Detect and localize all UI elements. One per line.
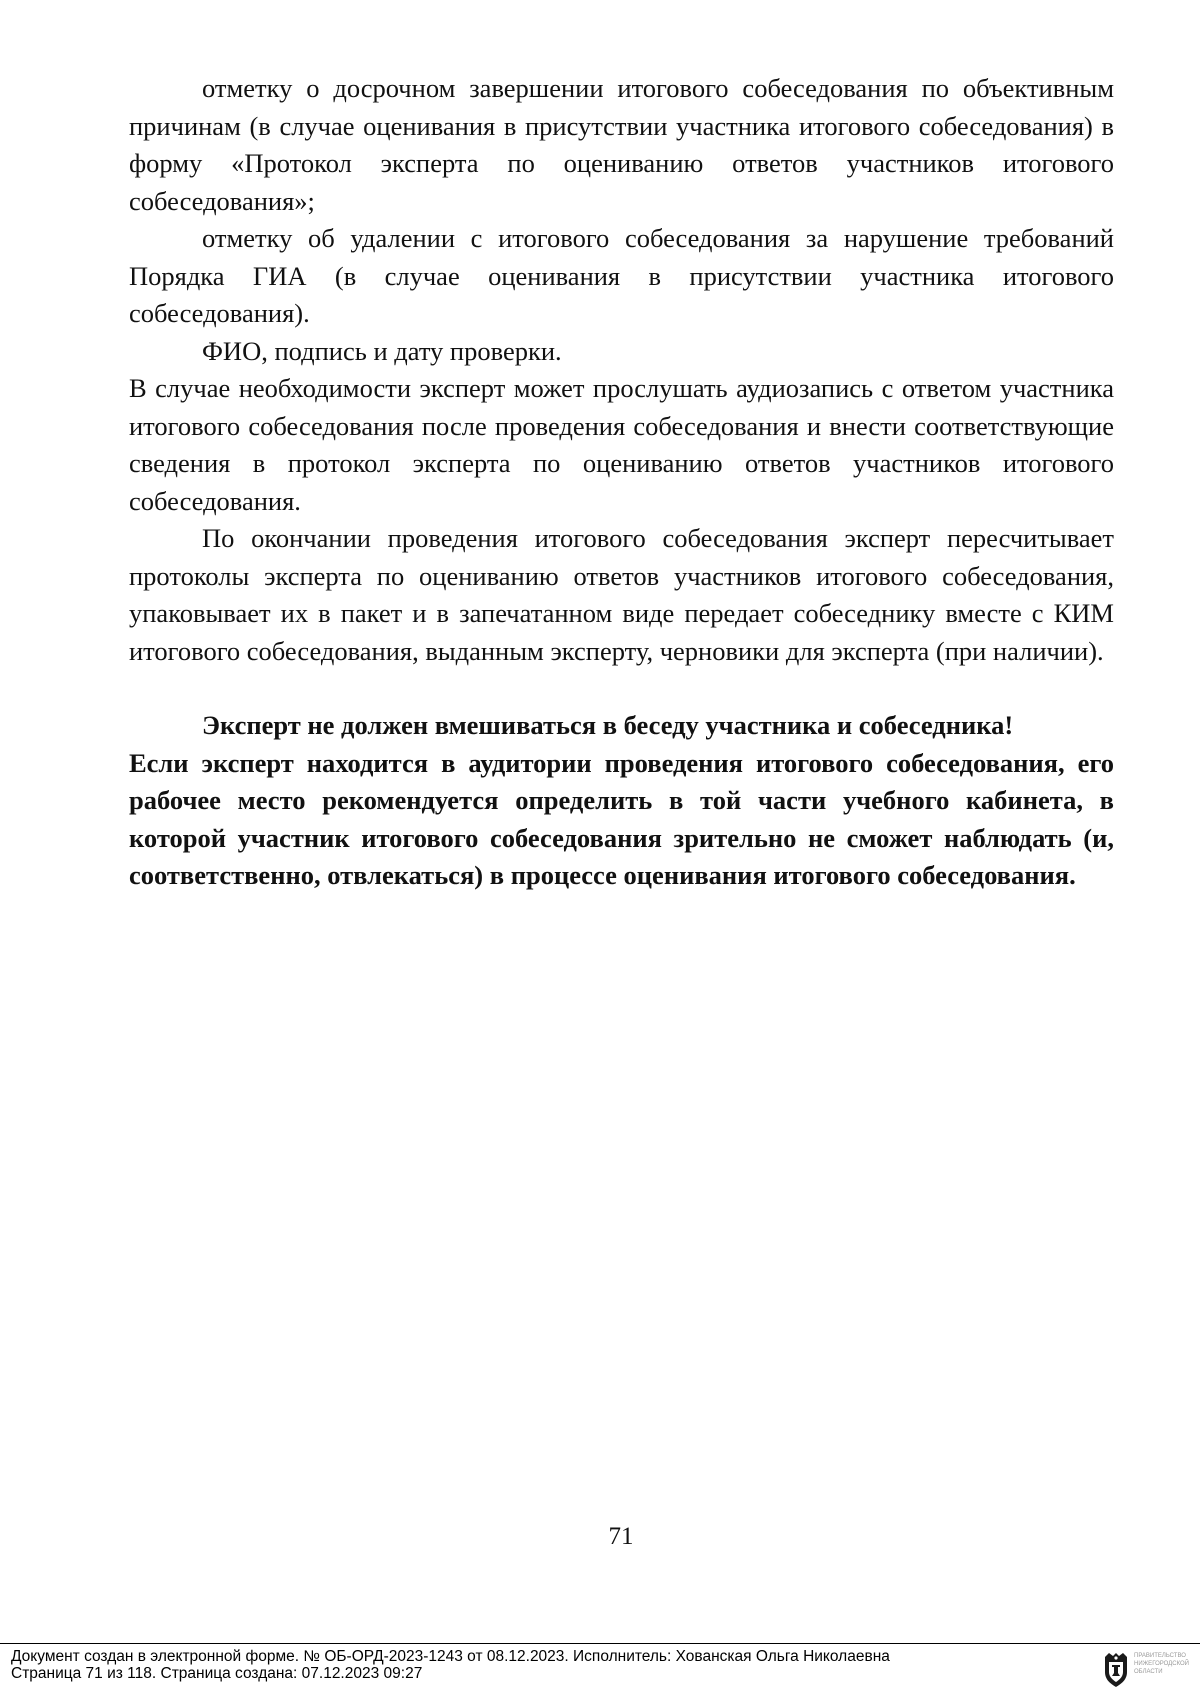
footer-org-line: ПРАВИТЕЛЬСТВО (1134, 1653, 1186, 1659)
notice-no-interference: Эксперт не должен вмешиваться в беседу участника и собеседника! (202, 710, 1014, 740)
footer-org-line: ОБЛАСТИ (1134, 1669, 1163, 1675)
footer-page-info: Страница 71 из 118. Страница создана: 07.12.2023 09:27 (11, 1665, 423, 1682)
footer-text (11, 1648, 890, 1682)
paragraph-spacer (129, 670, 1114, 707)
coat-of-arms-icon (1101, 1652, 1131, 1688)
footer-organization (1134, 1652, 1196, 1676)
page-number: 71 (608, 1523, 634, 1550)
paragraph-early-completion: отметку о досрочном завершении итогового собеседования по объективным причинам (в случае оценивания в присутствии участника итогового собеседования) в форму «Протокол эксперта по оцениванию ответов участников итогового собеседования»; (129, 73, 1114, 216)
footer-org-line: НИЖЕГОРОДСКОЙ (1134, 1661, 1189, 1667)
paragraph-removal-mark: отметку об удалении с итогового собеседования за нарушение требований Порядка ГИА (в случае оценивания в присутствии участника итогового собеседования). (129, 223, 1114, 328)
document-body (129, 70, 1114, 895)
paragraph-protocol-packaging: По окончании проведения итогового собеседования эксперт пересчитывает протоколы эксперта по оцениванию ответов участников итогового собеседования, упаковывает их в пакет и в запечатанном виде передает собеседнику вместе с КИМ итогового собеседования, выданным эксперту, черновики для эксперта (при наличии). (129, 523, 1114, 666)
document-footer (0, 1643, 1200, 1699)
footer-document-info: Документ создан в электронной форме. № ОБ-ОРД-2023-1243 от 08.12.2023. Исполнитель: Хованская Ольга Николаевна (11, 1648, 890, 1665)
notice-workplace-placement: Если эксперт находится в аудитории проведения итогового собеседования, его рабочее место рекомендуется определить в той части учебного кабинета, в которой участник итогового собеседования зрительно не сможет наблюдать (и, соответственно, отвлекаться) в процессе оценивания итогового собеседования. (129, 747, 1114, 890)
paragraph-audio-review: В случае необходимости эксперт может прослушать аудиозапись с ответом участника итогового собеседования после проведения собеседования и внести соответствующие сведения в протокол эксперта по оцениванию ответов участников итогового собеседования. (129, 373, 1114, 516)
paragraph-signature: ФИО, подпись и дату проверки. (202, 335, 562, 366)
